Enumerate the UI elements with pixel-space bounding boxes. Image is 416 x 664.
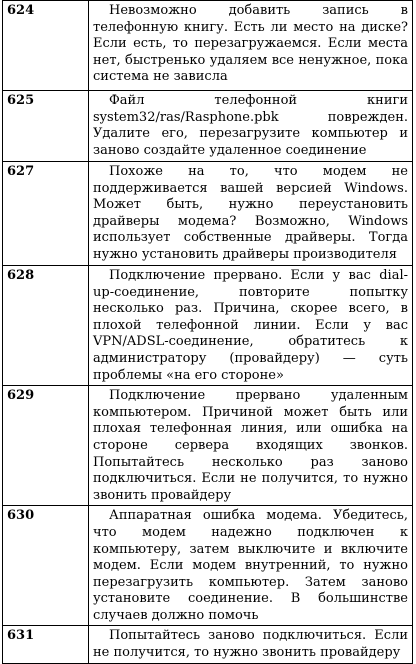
error-codes-table-body [3,1,413,664]
error-description: Подключение прервано удаленным компьютером. Причиной может быть или плохая телефонная линия, или ошибка на стороне сервера входящих звонков. Попытайтесь несколько раз заново подключиться. Если не получится, то нужно звонить провайдеру [89,386,413,506]
error-code: 629 [3,386,89,506]
error-description: Подключение прервано. Если у вас dial-up-соединение, повторите попытку несколько раз. Причина, скорее всего, в плохой телефонной линии. Если у вас VPN/ADSL-соединение, обратитесь к администратору (провайдеру) — суть проблемы «на его стороне» [89,266,413,386]
table-row [3,506,413,626]
error-description: Попытайтесь заново подключиться. Если не получится, то нужно звонить провайдеру [89,626,413,664]
error-code: 624 [3,1,89,91]
error-description: Похоже на то, что модем не поддерживается вашей версией Windows. Может быть, нужно переустановить драйверы модема? Возможно, Windows использует собственные драйверы. Тогда нужно установить драйверы производителя [89,162,413,266]
error-code: 631 [3,626,89,664]
error-description: Невозможно добавить запись в телефонную книгу. Есть ли место на диске? Если есть, то перезагружаемся. Если места нет, быстренько удаляем все ненужное, пока система не зависла [89,1,413,91]
table-row [3,1,413,91]
error-code: 625 [3,91,89,162]
table-row [3,91,413,162]
error-code: 630 [3,506,89,626]
error-code: 628 [3,266,89,386]
table-row [3,626,413,664]
table-row [3,386,413,506]
error-codes-table [2,0,413,664]
error-description: Аппаратная ошибка модема. Убедитесь, что модем надежно подключен к компьютеру, затем выключите и включите модем. Если модем внутренний, то нужно перезагрузить компьютер. Затем заново установите соединение. В большинстве случаев должно помочь [89,506,413,626]
table-row [3,266,413,386]
error-code: 627 [3,162,89,266]
table-row [3,162,413,266]
error-description: Файл телефонной книги system32/ras/Rasphone.pbk поврежден. Удалите его, перезагрузите компьютер и заново создайте удаленное соединение [89,91,413,162]
